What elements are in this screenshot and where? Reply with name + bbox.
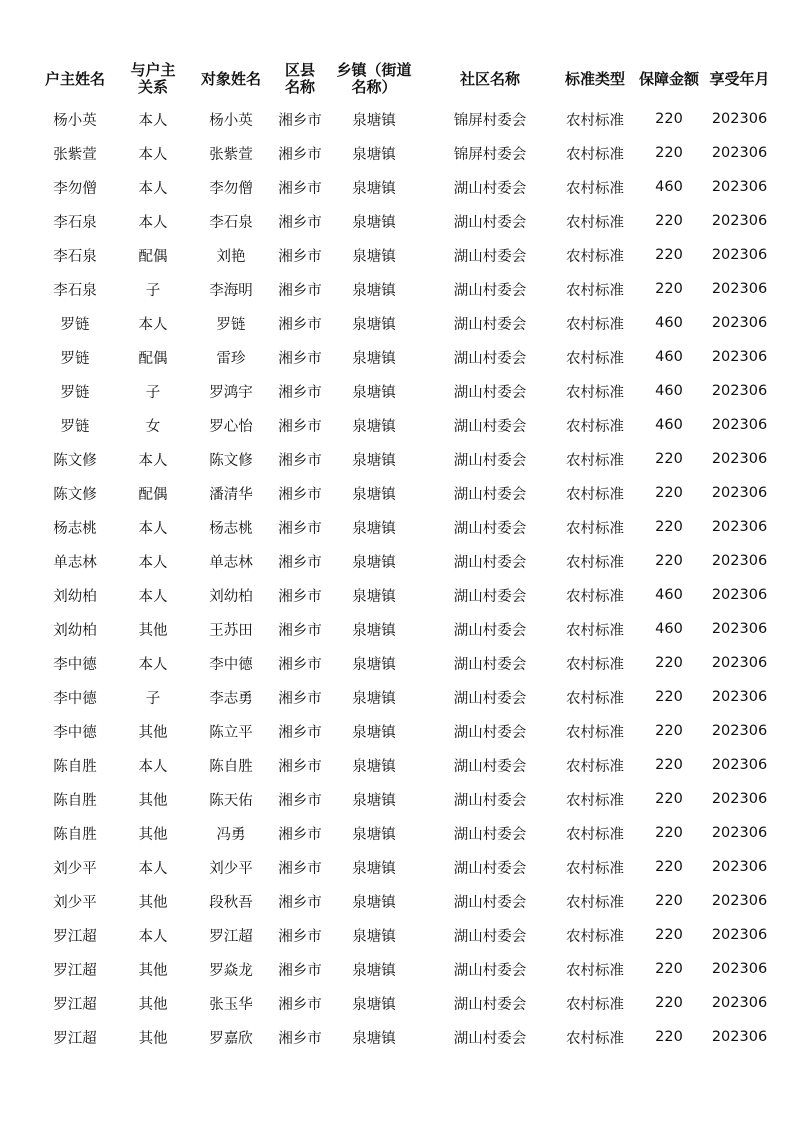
amount-cell: 460 bbox=[655, 349, 683, 365]
householder-name-cell: 罗江超 bbox=[53, 962, 97, 979]
county-cell: 湘乡市 bbox=[278, 690, 322, 707]
recipient-name-cell: 冯勇 bbox=[216, 826, 246, 843]
householder-name-cell: 陈文修 bbox=[53, 486, 97, 503]
table-row bbox=[30, 816, 775, 850]
county-cell: 湘乡市 bbox=[278, 146, 322, 163]
standard-type-cell: 农村标准 bbox=[566, 1030, 624, 1047]
amount-cell: 220 bbox=[655, 213, 683, 229]
town-cell: 泉塘镇 bbox=[352, 520, 396, 537]
householder-name-cell: 李石泉 bbox=[53, 248, 97, 265]
standard-type-cell: 农村标准 bbox=[566, 792, 624, 809]
community-cell: 湖山村委会 bbox=[453, 316, 527, 333]
householder-name-cell: 罗江超 bbox=[53, 1030, 97, 1047]
relation-cell: 其他 bbox=[138, 792, 168, 809]
recipient-name-cell: 李勿僧 bbox=[209, 180, 253, 197]
amount-cell: 220 bbox=[655, 689, 683, 705]
standard-type-cell: 农村标准 bbox=[566, 180, 624, 197]
community-cell: 湖山村委会 bbox=[453, 350, 527, 367]
county-cell: 湘乡市 bbox=[278, 180, 322, 197]
amount-cell: 220 bbox=[655, 961, 683, 977]
table-row bbox=[30, 408, 775, 442]
standard-type-cell: 农村标准 bbox=[566, 486, 624, 503]
table-row bbox=[30, 238, 775, 272]
table-row bbox=[30, 102, 775, 136]
recipient-name-cell: 陈文修 bbox=[209, 452, 253, 469]
recipient-name-cell: 刘少平 bbox=[209, 860, 253, 877]
header-month: 享受年月 bbox=[709, 69, 770, 88]
community-cell: 湖山村委会 bbox=[453, 656, 527, 673]
table-row bbox=[30, 170, 775, 204]
relation-cell: 其他 bbox=[138, 962, 168, 979]
county-cell: 湘乡市 bbox=[278, 418, 322, 435]
county-cell: 湘乡市 bbox=[278, 656, 322, 673]
table-row bbox=[30, 136, 775, 170]
month-cell: 202306 bbox=[711, 213, 768, 229]
town-cell: 泉塘镇 bbox=[352, 248, 396, 265]
table-row bbox=[30, 986, 775, 1020]
table-row bbox=[30, 612, 775, 646]
relation-cell: 本人 bbox=[138, 112, 168, 129]
relation-cell: 本人 bbox=[138, 758, 168, 775]
community-cell: 湖山村委会 bbox=[453, 894, 527, 911]
relation-cell: 配偶 bbox=[138, 350, 168, 367]
householder-name-cell: 张紫萱 bbox=[53, 146, 97, 163]
town-cell: 泉塘镇 bbox=[352, 146, 396, 163]
town-cell: 泉塘镇 bbox=[352, 826, 396, 843]
month-cell: 202306 bbox=[711, 961, 768, 977]
month-cell: 202306 bbox=[711, 111, 768, 127]
town-cell: 泉塘镇 bbox=[352, 316, 396, 333]
standard-type-cell: 农村标准 bbox=[566, 214, 624, 231]
standard-type-cell: 农村标准 bbox=[566, 996, 624, 1013]
community-cell: 湖山村委会 bbox=[453, 554, 527, 571]
relation-cell: 其他 bbox=[138, 622, 168, 639]
community-cell: 湖山村委会 bbox=[453, 724, 527, 741]
recipient-name-cell: 单志林 bbox=[209, 554, 253, 571]
community-cell: 湖山村委会 bbox=[453, 962, 527, 979]
town-cell: 泉塘镇 bbox=[352, 112, 396, 129]
recipient-name-cell: 张紫萱 bbox=[209, 146, 253, 163]
recipient-name-cell: 刘幼柏 bbox=[209, 588, 253, 605]
amount-cell: 460 bbox=[655, 417, 683, 433]
amount-cell: 220 bbox=[655, 1029, 683, 1045]
amount-cell: 220 bbox=[655, 451, 683, 467]
standard-type-cell: 农村标准 bbox=[566, 418, 624, 435]
householder-name-cell: 罗江超 bbox=[53, 996, 97, 1013]
county-cell: 湘乡市 bbox=[278, 282, 322, 299]
town-cell: 泉塘镇 bbox=[352, 588, 396, 605]
recipient-name-cell: 张玉华 bbox=[209, 996, 253, 1013]
relation-cell: 子 bbox=[145, 384, 161, 401]
recipient-name-cell: 刘艳 bbox=[216, 248, 246, 265]
relation-cell: 子 bbox=[145, 282, 161, 299]
relation-cell: 其他 bbox=[138, 724, 168, 741]
householder-name-cell: 杨小英 bbox=[53, 112, 97, 129]
householder-name-cell: 单志林 bbox=[53, 554, 97, 571]
standard-type-cell: 农村标准 bbox=[566, 112, 624, 129]
month-cell: 202306 bbox=[711, 655, 768, 671]
county-cell: 湘乡市 bbox=[278, 112, 322, 129]
county-cell: 湘乡市 bbox=[278, 554, 322, 571]
town-cell: 泉塘镇 bbox=[352, 1030, 396, 1047]
amount-cell: 460 bbox=[655, 621, 683, 637]
recipient-name-cell: 罗鸿宇 bbox=[209, 384, 253, 401]
table-row bbox=[30, 782, 775, 816]
householder-name-cell: 陈自胜 bbox=[53, 826, 97, 843]
table-row bbox=[30, 918, 775, 952]
header-county: 区县 名称 bbox=[284, 61, 315, 96]
header-amount: 保障金额 bbox=[638, 69, 699, 88]
county-cell: 湘乡市 bbox=[278, 724, 322, 741]
community-cell: 湖山村委会 bbox=[453, 180, 527, 197]
relation-cell: 配偶 bbox=[138, 486, 168, 503]
month-cell: 202306 bbox=[711, 1029, 768, 1045]
month-cell: 202306 bbox=[711, 859, 768, 875]
month-cell: 202306 bbox=[711, 383, 768, 399]
standard-type-cell: 农村标准 bbox=[566, 554, 624, 571]
recipient-name-cell: 陈立平 bbox=[209, 724, 253, 741]
table-row bbox=[30, 646, 775, 680]
month-cell: 202306 bbox=[711, 757, 768, 773]
amount-cell: 220 bbox=[655, 859, 683, 875]
householder-name-cell: 李石泉 bbox=[53, 214, 97, 231]
community-cell: 湖山村委会 bbox=[453, 588, 527, 605]
relation-cell: 本人 bbox=[138, 520, 168, 537]
table-row bbox=[30, 714, 775, 748]
month-cell: 202306 bbox=[711, 349, 768, 365]
householder-name-cell: 罗链 bbox=[60, 384, 90, 401]
header-community: 社区名称 bbox=[459, 69, 520, 88]
community-cell: 湖山村委会 bbox=[453, 520, 527, 537]
amount-cell: 220 bbox=[655, 723, 683, 739]
standard-type-cell: 农村标准 bbox=[566, 758, 624, 775]
town-cell: 泉塘镇 bbox=[352, 724, 396, 741]
standard-type-cell: 农村标准 bbox=[566, 962, 624, 979]
standard-type-cell: 农村标准 bbox=[566, 282, 624, 299]
table-row bbox=[30, 850, 775, 884]
householder-name-cell: 李中德 bbox=[53, 656, 97, 673]
town-cell: 泉塘镇 bbox=[352, 554, 396, 571]
amount-cell: 220 bbox=[655, 247, 683, 263]
householder-name-cell: 李中德 bbox=[53, 690, 97, 707]
month-cell: 202306 bbox=[711, 723, 768, 739]
recipient-name-cell: 李中德 bbox=[209, 656, 253, 673]
householder-name-cell: 罗链 bbox=[60, 418, 90, 435]
householder-name-cell: 陈自胜 bbox=[53, 792, 97, 809]
amount-cell: 220 bbox=[655, 757, 683, 773]
county-cell: 湘乡市 bbox=[278, 316, 322, 333]
table-row bbox=[30, 476, 775, 510]
amount-cell: 220 bbox=[655, 519, 683, 535]
table-row bbox=[30, 340, 775, 374]
relation-cell: 本人 bbox=[138, 928, 168, 945]
householder-name-cell: 刘幼柏 bbox=[53, 588, 97, 605]
community-cell: 湖山村委会 bbox=[453, 282, 527, 299]
community-cell: 湖山村委会 bbox=[453, 860, 527, 877]
table-row bbox=[30, 578, 775, 612]
month-cell: 202306 bbox=[711, 519, 768, 535]
standard-type-cell: 农村标准 bbox=[566, 520, 624, 537]
amount-cell: 220 bbox=[655, 553, 683, 569]
householder-name-cell: 李石泉 bbox=[53, 282, 97, 299]
standard-type-cell: 农村标准 bbox=[566, 452, 624, 469]
standard-type-cell: 农村标准 bbox=[566, 690, 624, 707]
town-cell: 泉塘镇 bbox=[352, 384, 396, 401]
county-cell: 湘乡市 bbox=[278, 792, 322, 809]
header-relation: 与户主 关系 bbox=[130, 61, 176, 96]
recipient-name-cell: 罗心怡 bbox=[209, 418, 253, 435]
amount-cell: 220 bbox=[655, 111, 683, 127]
month-cell: 202306 bbox=[711, 145, 768, 161]
community-cell: 湖山村委会 bbox=[453, 214, 527, 231]
recipient-name-cell: 李石泉 bbox=[209, 214, 253, 231]
town-cell: 泉塘镇 bbox=[352, 656, 396, 673]
table-row bbox=[30, 272, 775, 306]
relation-cell: 本人 bbox=[138, 452, 168, 469]
amount-cell: 460 bbox=[655, 315, 683, 331]
householder-name-cell: 罗链 bbox=[60, 350, 90, 367]
county-cell: 湘乡市 bbox=[278, 486, 322, 503]
table-row bbox=[30, 204, 775, 238]
month-cell: 202306 bbox=[711, 281, 768, 297]
relation-cell: 本人 bbox=[138, 860, 168, 877]
town-cell: 泉塘镇 bbox=[352, 792, 396, 809]
town-cell: 泉塘镇 bbox=[352, 418, 396, 435]
table-row bbox=[30, 442, 775, 476]
amount-cell: 220 bbox=[655, 995, 683, 1011]
county-cell: 湘乡市 bbox=[278, 452, 322, 469]
community-cell: 湖山村委会 bbox=[453, 384, 527, 401]
header-householder-name: 户主姓名 bbox=[44, 69, 105, 88]
month-cell: 202306 bbox=[711, 893, 768, 909]
recipient-name-cell: 罗嘉欣 bbox=[209, 1030, 253, 1047]
standard-type-cell: 农村标准 bbox=[566, 350, 624, 367]
table-row bbox=[30, 748, 775, 782]
community-cell: 湖山村委会 bbox=[453, 792, 527, 809]
recipient-name-cell: 罗江超 bbox=[209, 928, 253, 945]
standard-type-cell: 农村标准 bbox=[566, 248, 624, 265]
table-row bbox=[30, 544, 775, 578]
amount-cell: 220 bbox=[655, 927, 683, 943]
community-cell: 湖山村委会 bbox=[453, 622, 527, 639]
community-cell: 湖山村委会 bbox=[453, 690, 527, 707]
month-cell: 202306 bbox=[711, 553, 768, 569]
recipient-name-cell: 杨小英 bbox=[209, 112, 253, 129]
householder-name-cell: 罗链 bbox=[60, 316, 90, 333]
relation-cell: 子 bbox=[145, 690, 161, 707]
community-cell: 锦屏村委会 bbox=[453, 112, 527, 129]
amount-cell: 220 bbox=[655, 893, 683, 909]
recipient-name-cell: 陈自胜 bbox=[209, 758, 253, 775]
town-cell: 泉塘镇 bbox=[352, 690, 396, 707]
community-cell: 湖山村委会 bbox=[453, 248, 527, 265]
householder-name-cell: 刘少平 bbox=[53, 860, 97, 877]
recipient-name-cell: 李志勇 bbox=[209, 690, 253, 707]
recipient-name-cell: 潘清华 bbox=[209, 486, 253, 503]
table-row bbox=[30, 884, 775, 918]
month-cell: 202306 bbox=[711, 621, 768, 637]
town-cell: 泉塘镇 bbox=[352, 180, 396, 197]
town-cell: 泉塘镇 bbox=[352, 996, 396, 1013]
standard-type-cell: 农村标准 bbox=[566, 384, 624, 401]
amount-cell: 460 bbox=[655, 587, 683, 603]
householder-name-cell: 李勿僧 bbox=[53, 180, 97, 197]
table-body bbox=[30, 102, 775, 1054]
standard-type-cell: 农村标准 bbox=[566, 146, 624, 163]
town-cell: 泉塘镇 bbox=[352, 928, 396, 945]
amount-cell: 460 bbox=[655, 179, 683, 195]
amount-cell: 460 bbox=[655, 383, 683, 399]
relation-cell: 本人 bbox=[138, 656, 168, 673]
relation-cell: 本人 bbox=[138, 180, 168, 197]
header-standard-type: 标准类型 bbox=[564, 69, 625, 88]
table-row bbox=[30, 1020, 775, 1054]
community-cell: 湖山村委会 bbox=[453, 996, 527, 1013]
table-row bbox=[30, 680, 775, 714]
table-row bbox=[30, 306, 775, 340]
amount-cell: 220 bbox=[655, 281, 683, 297]
relation-cell: 本人 bbox=[138, 146, 168, 163]
county-cell: 湘乡市 bbox=[278, 520, 322, 537]
amount-cell: 220 bbox=[655, 145, 683, 161]
relation-cell: 其他 bbox=[138, 894, 168, 911]
county-cell: 湘乡市 bbox=[278, 214, 322, 231]
town-cell: 泉塘镇 bbox=[352, 452, 396, 469]
community-cell: 湖山村委会 bbox=[453, 418, 527, 435]
recipient-name-cell: 罗焱龙 bbox=[209, 962, 253, 979]
standard-type-cell: 农村标准 bbox=[566, 588, 624, 605]
month-cell: 202306 bbox=[711, 315, 768, 331]
amount-cell: 220 bbox=[655, 485, 683, 501]
relation-cell: 配偶 bbox=[138, 248, 168, 265]
standard-type-cell: 农村标准 bbox=[566, 656, 624, 673]
community-cell: 湖山村委会 bbox=[453, 486, 527, 503]
header-recipient-name: 对象姓名 bbox=[200, 69, 261, 88]
benefit-roster-table bbox=[30, 56, 775, 1054]
community-cell: 湖山村委会 bbox=[453, 452, 527, 469]
town-cell: 泉塘镇 bbox=[352, 282, 396, 299]
county-cell: 湘乡市 bbox=[278, 894, 322, 911]
town-cell: 泉塘镇 bbox=[352, 214, 396, 231]
relation-cell: 其他 bbox=[138, 996, 168, 1013]
month-cell: 202306 bbox=[711, 825, 768, 841]
community-cell: 湖山村委会 bbox=[453, 1030, 527, 1047]
table-row bbox=[30, 952, 775, 986]
relation-cell: 其他 bbox=[138, 1030, 168, 1047]
community-cell: 湖山村委会 bbox=[453, 928, 527, 945]
county-cell: 湘乡市 bbox=[278, 860, 322, 877]
month-cell: 202306 bbox=[711, 791, 768, 807]
community-cell: 湖山村委会 bbox=[453, 758, 527, 775]
recipient-name-cell: 陈天佑 bbox=[209, 792, 253, 809]
county-cell: 湘乡市 bbox=[278, 1030, 322, 1047]
householder-name-cell: 李中德 bbox=[53, 724, 97, 741]
amount-cell: 220 bbox=[655, 825, 683, 841]
relation-cell: 本人 bbox=[138, 588, 168, 605]
county-cell: 湘乡市 bbox=[278, 758, 322, 775]
month-cell: 202306 bbox=[711, 485, 768, 501]
householder-name-cell: 杨志桃 bbox=[53, 520, 97, 537]
table-row bbox=[30, 374, 775, 408]
relation-cell: 本人 bbox=[138, 554, 168, 571]
householder-name-cell: 罗江超 bbox=[53, 928, 97, 945]
recipient-name-cell: 雷珍 bbox=[216, 350, 246, 367]
month-cell: 202306 bbox=[711, 587, 768, 603]
standard-type-cell: 农村标准 bbox=[566, 826, 624, 843]
county-cell: 湘乡市 bbox=[278, 622, 322, 639]
header-town: 乡镇（街道 名称） bbox=[336, 61, 412, 96]
county-cell: 湘乡市 bbox=[278, 962, 322, 979]
month-cell: 202306 bbox=[711, 689, 768, 705]
county-cell: 湘乡市 bbox=[278, 350, 322, 367]
header-row bbox=[30, 56, 775, 102]
relation-cell: 其他 bbox=[138, 826, 168, 843]
month-cell: 202306 bbox=[711, 179, 768, 195]
householder-name-cell: 刘幼柏 bbox=[53, 622, 97, 639]
table-row bbox=[30, 510, 775, 544]
county-cell: 湘乡市 bbox=[278, 826, 322, 843]
month-cell: 202306 bbox=[711, 995, 768, 1011]
recipient-name-cell: 李海明 bbox=[209, 282, 253, 299]
relation-cell: 本人 bbox=[138, 214, 168, 231]
relation-cell: 本人 bbox=[138, 316, 168, 333]
householder-name-cell: 刘少平 bbox=[53, 894, 97, 911]
householder-name-cell: 陈文修 bbox=[53, 452, 97, 469]
month-cell: 202306 bbox=[711, 247, 768, 263]
county-cell: 湘乡市 bbox=[278, 384, 322, 401]
town-cell: 泉塘镇 bbox=[352, 350, 396, 367]
standard-type-cell: 农村标准 bbox=[566, 316, 624, 333]
recipient-name-cell: 杨志桃 bbox=[209, 520, 253, 537]
town-cell: 泉塘镇 bbox=[352, 758, 396, 775]
town-cell: 泉塘镇 bbox=[352, 486, 396, 503]
standard-type-cell: 农村标准 bbox=[566, 860, 624, 877]
standard-type-cell: 农村标准 bbox=[566, 622, 624, 639]
recipient-name-cell: 段秋吾 bbox=[209, 894, 253, 911]
relation-cell: 女 bbox=[145, 418, 161, 435]
standard-type-cell: 农村标准 bbox=[566, 724, 624, 741]
county-cell: 湘乡市 bbox=[278, 996, 322, 1013]
town-cell: 泉塘镇 bbox=[352, 622, 396, 639]
county-cell: 湘乡市 bbox=[278, 248, 322, 265]
recipient-name-cell: 王苏田 bbox=[209, 622, 253, 639]
householder-name-cell: 陈自胜 bbox=[53, 758, 97, 775]
amount-cell: 220 bbox=[655, 655, 683, 671]
standard-type-cell: 农村标准 bbox=[566, 928, 624, 945]
community-cell: 锦屏村委会 bbox=[453, 146, 527, 163]
month-cell: 202306 bbox=[711, 927, 768, 943]
town-cell: 泉塘镇 bbox=[352, 962, 396, 979]
amount-cell: 220 bbox=[655, 791, 683, 807]
standard-type-cell: 农村标准 bbox=[566, 894, 624, 911]
county-cell: 湘乡市 bbox=[278, 928, 322, 945]
month-cell: 202306 bbox=[711, 451, 768, 467]
recipient-name-cell: 罗链 bbox=[216, 316, 246, 333]
town-cell: 泉塘镇 bbox=[352, 894, 396, 911]
town-cell: 泉塘镇 bbox=[352, 860, 396, 877]
county-cell: 湘乡市 bbox=[278, 588, 322, 605]
month-cell: 202306 bbox=[711, 417, 768, 433]
community-cell: 湖山村委会 bbox=[453, 826, 527, 843]
